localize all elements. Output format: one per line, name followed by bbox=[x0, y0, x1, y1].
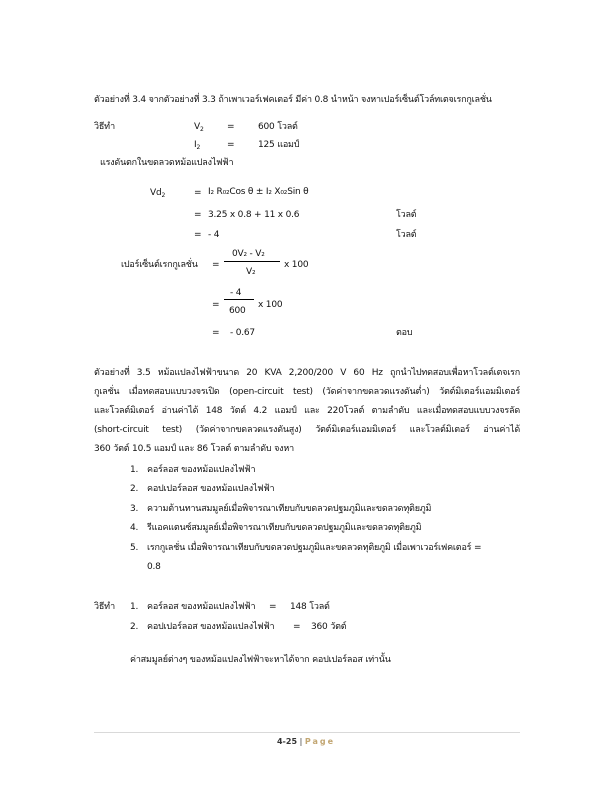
i2-label: $I_2$ bbox=[194, 140, 201, 151]
example-3-5-line-5: 360 วัตต์ 10.5 แอมป์ และ 86 โวลต์ ตามลำดับ จงหา bbox=[94, 444, 294, 454]
equals-2: = bbox=[194, 210, 202, 220]
fraction-2-denominator: 600 bbox=[229, 306, 246, 316]
equals-5: = bbox=[212, 300, 220, 310]
answer-equals: = bbox=[293, 622, 301, 632]
answer-number: 1. bbox=[130, 602, 139, 612]
list-item-continuation: 0.8 bbox=[147, 562, 161, 572]
list-item-text: เรกกูเลชั่น เมื่อพิจารณาเทียบกับขดลวดปฐมภูมิและขดลวดทุติยภูมิ เมื่อเพาเวอร์เฟคเตอร์ = bbox=[147, 543, 482, 553]
example-3-5-line-1: ตัวอย่างที่ 3.5 หม้อแปลงไฟฟ้าขนาด 20 KVA 2,200/200 V 60 Hz ถูกนำไปทดสอบเพื่อหาโวลต์เตจเรก bbox=[94, 368, 520, 378]
answer-value: 148 โวลต์ bbox=[290, 602, 330, 612]
answer-text: คอปเปอร์ลอส ของหม้อแปลงไฟฟ้า bbox=[147, 622, 275, 632]
list-item-text: ความต้านทานสมมูลย์เมื่อพิจารณาเทียบกับขดลวดปฐมภูมิและขดลวดทุติยภูมิ bbox=[147, 504, 432, 514]
page-footer bbox=[0, 737, 612, 746]
list-item-number: 3. bbox=[130, 504, 139, 514]
footer-divider bbox=[94, 732, 520, 733]
drop-formula: I₂ R₀₂Cos θ ± I₂ X₀₂Sin θ bbox=[208, 187, 309, 197]
example-3-5-line-2: กูเลชั่น เมื่อทดสอบแบบวงจรเปิด (open-circuit test) (วัดค่าจากขดลวดแรงดันต่ำ) วัตต์มิเตอร์แอมมิเตอร์ bbox=[94, 387, 520, 397]
answer-number: 2. bbox=[130, 622, 139, 632]
list-item-number: 1. bbox=[130, 465, 139, 475]
fraction-2-numerator: - 4 bbox=[230, 288, 242, 298]
drop-calc-line: 3.25 x 0.8 + 11 x 0.6 bbox=[208, 210, 300, 220]
fraction-2-bar bbox=[224, 299, 254, 300]
i2-equals: = bbox=[227, 140, 235, 150]
fraction-2-multiplier: x 100 bbox=[258, 300, 283, 310]
list-item-text: คอปเปอร์ลอส ของหม้อแปลงไฟฟ้า bbox=[147, 484, 275, 494]
unit-volt-1: โวลต์ bbox=[396, 210, 417, 220]
equals-1: = bbox=[194, 188, 202, 198]
list-item-text: รีแอคแตนซ์สมมูลย์เมื่อพิจารณาเทียบกับขดลวดปฐมภูมิและขดลวดทุติยภูมิ bbox=[147, 523, 422, 533]
fraction-1-denominator: V₂ bbox=[246, 267, 256, 277]
answer-text: คอร์ลอส ของหม้อแปลงไฟฟ้า bbox=[147, 602, 256, 612]
percent-regulation-label: เปอร์เซ็นต์เรกกูเลชั่น bbox=[121, 260, 198, 270]
i2-value: 125 แอมป์ bbox=[258, 140, 300, 150]
footer-separator: | bbox=[299, 737, 303, 746]
solution-label: วิธีทำ bbox=[94, 602, 115, 612]
list-item-text: คอร์ลอส ของหม้อแปลงไฟฟ้า bbox=[147, 465, 256, 475]
fraction-1-multiplier: x 100 bbox=[284, 260, 309, 270]
list-item-number: 4. bbox=[130, 523, 139, 533]
answer-value: 360 วัตต์ bbox=[311, 622, 347, 632]
v2-label: $V_2$ bbox=[194, 122, 204, 133]
example-3-4-title: ตัวอย่างที่ 3.4 จากตัวอย่างที่ 3.3 ถ้าเพาเวอร์เฟคเตอร์ มีค่า 0.8 นำหน้า จงหาเปอร์เซ็นต์โวล์ทเตจเรกกูเลชั่น bbox=[94, 95, 492, 105]
fraction-1-numerator: 0V₂ - V₂ bbox=[232, 249, 265, 259]
solution-label: วิธีทำ bbox=[94, 122, 115, 132]
v2-value: 600 โวลต์ bbox=[258, 122, 298, 132]
equivalent-values-note: ค่าสมมูลย์ต่างๆ ของหม้อแปลงไฟฟ้าจะหาได้จาก คอปเปอร์ลอส เท่านั้น bbox=[130, 655, 391, 665]
equals-6: = bbox=[212, 328, 220, 338]
unit-volt-2: โวลต์ bbox=[396, 230, 417, 240]
voltage-drop-label: แรงดันตกในขดลวดหม้อแปลงไฟฟ้า bbox=[100, 158, 234, 168]
equals-3: = bbox=[194, 230, 202, 240]
list-item-number: 5. bbox=[130, 543, 139, 553]
list-item-number: 2. bbox=[130, 484, 139, 494]
answer-label: ตอบ bbox=[396, 328, 413, 338]
page-number: 4-25 bbox=[276, 737, 298, 746]
vd2-label: $Vd_2$ bbox=[150, 188, 166, 199]
v2-equals: = bbox=[227, 122, 235, 132]
page-word: Page bbox=[304, 737, 336, 746]
example-3-5-line-4: (short-circuit test) (วัดค่าจากขดลวดแรงดันสูง) วัตต์มิเตอร์แอมมิเตอร์ และโวลต์มิเตอร์ อ่านค่าได้ bbox=[94, 425, 520, 435]
drop-result: - 4 bbox=[208, 230, 220, 240]
fraction-1-bar bbox=[224, 261, 280, 262]
answer-equals: = bbox=[269, 602, 277, 612]
example-3-5-line-3: และโวลต์มิเตอร์ อ่านค่าได้ 148 วัตต์ 4.2 แอมป์ และ 220โวลต์ ตามลำดับ และเมื่อทดสอบแบบวงจรลัด bbox=[94, 406, 520, 416]
regulation-result: - 0.67 bbox=[230, 328, 255, 338]
equals-4: = bbox=[212, 260, 220, 270]
